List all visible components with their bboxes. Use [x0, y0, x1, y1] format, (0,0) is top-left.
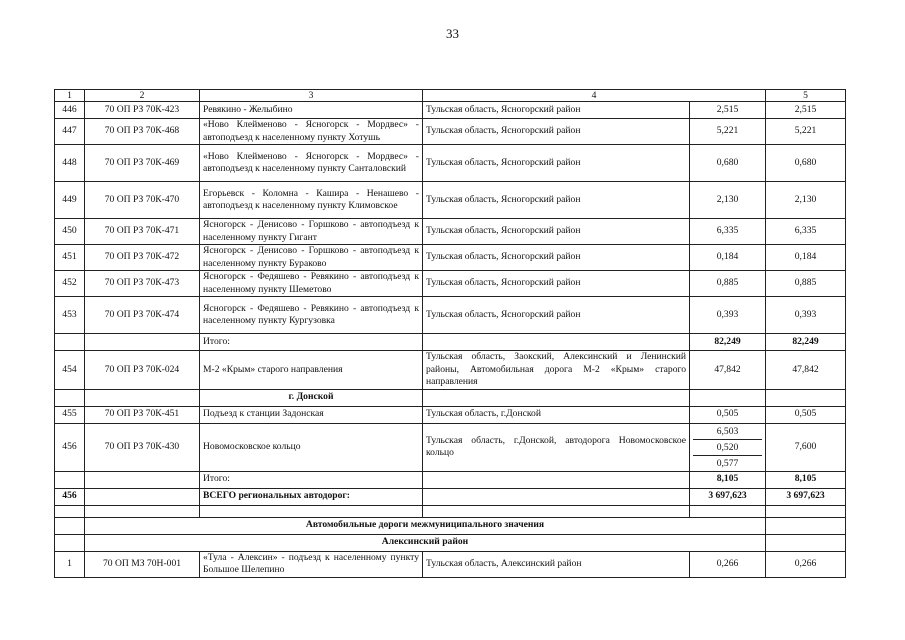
- header-col-2: 2: [85, 90, 200, 102]
- road-length: 0,266: [690, 551, 766, 577]
- road-total: 0,266: [766, 551, 846, 577]
- grand-total-length: 3 697,623: [690, 488, 766, 505]
- road-location: Тульская область, г.Донской: [423, 406, 690, 423]
- section-row: [55, 389, 846, 406]
- road-name: Ясногорск - Федяшево - Ревякино - автоподъезд к населенному пункту Кургузовка: [200, 297, 423, 334]
- road-location: Тульская область, Ясногорский район: [423, 271, 690, 297]
- road-length: 0,505: [690, 406, 766, 423]
- row-number: 451: [55, 245, 85, 271]
- section-row: [55, 517, 846, 534]
- table-row: [55, 245, 846, 271]
- road-name: Ясногорск - Федяшево - Ревякино - автоподъезд к населенному пункту Шеметово: [200, 271, 423, 297]
- road-name: Ясногорск - Денисово - Горшково - автоподъезд к населенному пункту Бураково: [200, 245, 423, 271]
- road-location: Тульская область, Ясногорский район: [423, 145, 690, 182]
- road-name: Подъезд к станции Задонская: [200, 406, 423, 423]
- table-row: [55, 145, 846, 182]
- row-number: 447: [55, 119, 85, 145]
- table-row: [55, 271, 846, 297]
- road-name: Егорьевск - Коломна - Кашира - Ненашево - автоподъезд к населенному пункту Климовское: [200, 182, 423, 219]
- subtotal-length: 82,249: [690, 334, 766, 351]
- road-total: 6,335: [766, 219, 846, 245]
- grand-total-count: 456: [55, 488, 85, 505]
- road-code: 70 ОП РЗ 70К-469: [85, 145, 200, 182]
- table-row: [55, 102, 846, 119]
- header-col-1: 1: [55, 90, 85, 102]
- header-col-4: 4: [423, 90, 766, 102]
- table-row: [55, 119, 846, 145]
- subtotal-total: 8,105: [766, 471, 846, 488]
- table-row: [55, 351, 846, 390]
- header-row: [55, 90, 846, 102]
- row-number: 1: [55, 551, 85, 577]
- road-total: 5,221: [766, 119, 846, 145]
- road-code: 70 ОП МЗ 70Н-001: [85, 551, 200, 577]
- road-length: 2,130: [690, 182, 766, 219]
- road-total: 2,130: [766, 182, 846, 219]
- road-code: 70 ОП РЗ 70К-472: [85, 245, 200, 271]
- road-total: 0,680: [766, 145, 846, 182]
- road-total: 0,184: [766, 245, 846, 271]
- subtotal-row: [55, 471, 846, 488]
- section-title-intermunicipal: Автомобильные дороги межмуниципального значения: [85, 517, 766, 534]
- row-number: 455: [55, 406, 85, 423]
- table-row: [55, 297, 846, 334]
- page-number: 33: [446, 26, 459, 41]
- subtotal-length: 8,105: [690, 471, 766, 488]
- header-col-5: 5: [766, 90, 846, 102]
- road-name: «Ново Клейменово - Ясногорск - Мордвес» - автоподъезд к населенному пункту Хотушь: [200, 119, 423, 145]
- table-row: [55, 219, 846, 245]
- road-total: 7,600: [766, 423, 846, 471]
- road-length: 0,885: [690, 271, 766, 297]
- road-length: 0,393: [690, 297, 766, 334]
- section-title-aleksin: Алексинский район: [85, 534, 766, 551]
- length-part: 6,503: [693, 424, 762, 440]
- road-code: 70 ОП РЗ 70К-474: [85, 297, 200, 334]
- road-length: 47,842: [690, 351, 766, 390]
- subtotal-label: Итого:: [200, 471, 423, 488]
- length-part: 0,577: [716, 457, 739, 469]
- road-code: 70 ОП РЗ 70К-430: [85, 423, 200, 471]
- road-total: 0,505: [766, 406, 846, 423]
- table-row: [55, 182, 846, 219]
- road-total: 47,842: [766, 351, 846, 390]
- road-name: «Тула - Алексин» - подъезд к населенному пункту Большое Шелепино: [200, 551, 423, 577]
- road-location: Тульская область, Заокский, Алексинский и Ленинский районы, Автомобильная дорога М-2 «Крым» старого направления: [423, 351, 690, 390]
- road-length: 0,184: [690, 245, 766, 271]
- road-location: Тульская область, Ясногорский район: [423, 182, 690, 219]
- row-number: 449: [55, 182, 85, 219]
- row-number: 453: [55, 297, 85, 334]
- road-location: Тульская область, г.Донской, автодорога Новомосковское кольцо: [423, 423, 690, 471]
- section-title-donskoy: г. Донской: [200, 389, 423, 406]
- table-row: [55, 406, 846, 423]
- road-code: 70 ОП РЗ 70К-471: [85, 219, 200, 245]
- header-col-3: 3: [200, 90, 423, 102]
- length-part: 0,520: [693, 440, 762, 456]
- road-name: Новомосковское кольцо: [200, 423, 423, 471]
- subtotal-row: [55, 334, 846, 351]
- spacer-row: [55, 505, 846, 517]
- road-code: 70 ОП РЗ 70К-423: [85, 102, 200, 119]
- road-code: 70 ОП РЗ 70К-451: [85, 406, 200, 423]
- table-row: [55, 423, 846, 471]
- road-length: 6,335: [690, 219, 766, 245]
- road-location: Тульская область, Ясногорский район: [423, 297, 690, 334]
- road-name: «Ново Клейменово - Ясногорск - Мордвес» - автоподъезд к населенному пункту Санталовский: [200, 145, 423, 182]
- row-number: 450: [55, 219, 85, 245]
- subtotal-label: Итого:: [200, 334, 423, 351]
- row-number: 452: [55, 271, 85, 297]
- section-row: [55, 534, 846, 551]
- road-code: 70 ОП РЗ 70К-024: [85, 351, 200, 390]
- road-name: Ревякино - Желыбино: [200, 102, 423, 119]
- road-total: 2,515: [766, 102, 846, 119]
- road-name: Ясногорск - Денисово - Горшково - автоподъезд к населенному пункту Гигант: [200, 219, 423, 245]
- row-number: 456: [55, 423, 85, 471]
- road-location: Тульская область, Ясногорский район: [423, 119, 690, 145]
- road-total: 0,885: [766, 271, 846, 297]
- road-total: 0,393: [766, 297, 846, 334]
- road-location: Тульская область, Ясногорский район: [423, 102, 690, 119]
- road-length: 5,221: [690, 119, 766, 145]
- grand-total-label: ВСЕГО региональных автодорог:: [200, 488, 423, 505]
- table-row: [55, 551, 846, 577]
- road-length: 0,680: [690, 145, 766, 182]
- road-location: Тульская область, Ясногорский район: [423, 219, 690, 245]
- road-length-parts: [690, 423, 766, 471]
- road-length: 2,515: [690, 102, 766, 119]
- grand-total-total: 3 697,623: [766, 488, 846, 505]
- grand-total-row: [55, 488, 846, 505]
- road-code: 70 ОП РЗ 70К-468: [85, 119, 200, 145]
- roads-table: [54, 89, 846, 578]
- road-name: М-2 «Крым» старого направления: [200, 351, 423, 390]
- subtotal-total: 82,249: [766, 334, 846, 351]
- road-code: 70 ОП РЗ 70К-470: [85, 182, 200, 219]
- row-number: 448: [55, 145, 85, 182]
- row-number: 446: [55, 102, 85, 119]
- road-code: 70 ОП РЗ 70К-473: [85, 271, 200, 297]
- road-location: Тульская область, Ясногорский район: [423, 245, 690, 271]
- road-location: Тульская область, Алексинский район: [423, 551, 690, 577]
- row-number: 454: [55, 351, 85, 390]
